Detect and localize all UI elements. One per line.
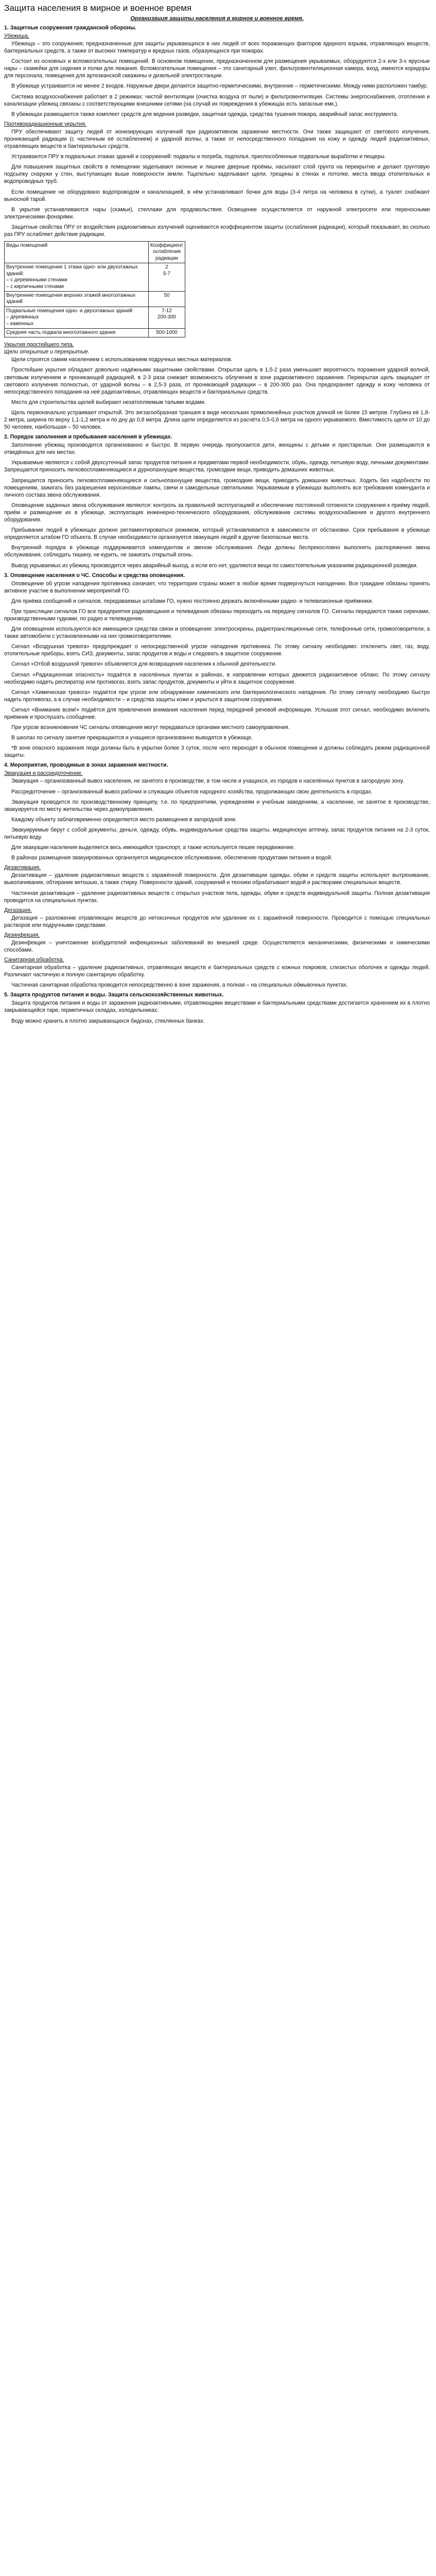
table-header-cell: Виды помещений (5, 242, 149, 263)
paragraph: Санитарная обработка – удаление радиоактивных, отравляющих веществ и бактериальных средств с кожных покровов, слизистых оболочек и одежды людей. Различают частичную и полную санитарную обработку. (4, 964, 430, 978)
paragraph: В районах размещения эвакуированных организуется медицинское обслуживание, обеспечение продуктами питания и водой. (11, 855, 333, 861)
paragraph: Сигнал «Воздушная тревога» предупреждает о непосредственной угрозе нападения противника. По этому сигналу необходимо: отключить свет, газ, воду, отопительные приборы, взять СИЗ, документы, запас продуктов и воды и следовать в защитное сооружение. (4, 643, 430, 657)
table-cell: 7-12 200-300 (148, 307, 185, 328)
subsection-heading: Эвакуация и рассредоточение. (4, 770, 83, 777)
paragraph: В укрытие устанавливаются нары (скамьи), стеллажи для продовольствия. Освещение осуществляется от наружной электросети или переносными электрическими фонарями. (4, 206, 430, 220)
paragraph: Эвакуация проводится по производственному принципу, т.е. по предприятиям, учреждениям и учебным заведениям, а население, не занятое в производстве, эвакуируется по месту жительства через домоуправления. (4, 799, 430, 812)
paragraph: Убежища – это сооружения, предназначенные для защиты укрывающихся в них людей от всех поражающих факторов ядерного взрыва, отравляющих веществ, бактериальных средств, а также от высоких температур и вредных газов, образующихся при пожарах. (4, 41, 430, 55)
table-header-row (5, 242, 185, 263)
paragraph: В убежищах размещаются также комплект средств для ведения разведки, защитная одежда, средства тушения пожара, аварийный запас инструмента. (11, 111, 398, 117)
paragraph: Дезинфекция – уничтожение возбудителей инфекционных заболеваний во внешней среде. Осуществляется механическими, физическими и химическими способами. (4, 939, 430, 953)
table-row (5, 291, 185, 307)
paragraph: Дезактивация – удаление радиоактивных веществ с заражённой поверхности. Для дезактивации одежды, обуви и средств защиты используют вытряхивание, выколачивание, обтирание ветошью, а также стирку. Поверхности зданий, сооружений и техники обрабатывают водой и растворами специальных веществ. (4, 872, 430, 886)
subsection-heading: Санитарная обработка. (4, 957, 64, 963)
paragraph: Оповещение об угрозе нападения противника означает, что территория страны может в любое время подвергнуться нападению. Все граждане обязаны принять активное участие в выполнении мероприятий ГО. (4, 580, 430, 594)
paragraph: Для приёма сообщений и сигналов, передаваемых штабами ГО, нужно постоянно держать включёнными радио- и телевизионные приёмники. (11, 598, 374, 604)
subsection-heading: Щели открытые и перекрытые. (4, 349, 90, 355)
paragraph: Вывод укрываемых из убежищ производится через аварийный выход, а если его нет, удаляются вещи по самостоятельным указаниям радиационной разведки. (11, 562, 418, 569)
paragraph: Для оповещения используются все имеющиеся средства связи и оповещения: электросирены, радиотрансляционные сети, телефонные сети, громкоговорители, а также автомобили с установленными на них громкоговорителями. (4, 626, 430, 640)
paragraph: Запрещается приносить легковоспламеняющиеся и сильнопахнущие вещества, громоздкие вещи, приводить домашних животных. Ходить без надобности по помещениям, зажигать без разрешения керосиновые лампы, свечи и самодельные светильники. Укрываемым в убежищах выполнять все требования коменданта и личного состава звена обслуживания. (4, 477, 430, 498)
paragraph: Защита продуктов питания и воды от заражения радиоактивными, отравляющими веществами и бактериальными средствами достигается хранением их в плотно закрывающейся таре, герметичных складах, холодильниках. (4, 1000, 430, 1014)
paragraph: Частичная санитарная обработка проводится непосредственно в зоне заражения, а полная – на специальных обмывочных пунктах. (11, 982, 348, 989)
paragraph: Сигнал «Химическая тревога» подаётся при угрозе или обнаружении химического или бактериологического нападения. По этому сигналу необходимо быстро надеть противогаз, а в случае необходимости – и средства защиты кожи и укрыться в защитном сооружении. (4, 689, 430, 703)
paragraph: Состоит из основных и вспомогательных помещений. В основном помещении, предназначенном для размещения укрываемых, оборудуются 2-х или 3-х ярусные нары – скамейки для сидения и полки для лежания. Вспомогательные помещения – это санитарный узел, фильтровентиляционная камера, вход, имеются коридоры для персонала, помещения для артезианской скважины и дизельной электростанции. (4, 58, 430, 79)
table-cell: 50 (148, 291, 185, 307)
paragraph: При трансляции сигналов ГО все предприятия радиовещания и телевидения обязаны переходить на передачу сигналов ГО. Сигналы передаются также сиренами, производственными гудками, по радио и телевидению. (4, 608, 430, 622)
paragraph: Щель первоначально устраивают открытой. Это зигзагообразная траншея в виде нескольких прямолинейных участков длиной не более 15 метров. Глубина её 1,8-2 метра, ширина по верху 1,1-1,2 метра и по дну до 0,8 метра. Длина щели определяется из расчёта 0,5-0,6 метра на одного укрываемого. Вместимость щели от 10 до 50 человек, наибольшая – 50 человек. (4, 409, 430, 431)
paragraph: Сигнал «Отбой воздушной тревоги» объявляется для возвращения населения к обычной деятельности. (11, 661, 277, 668)
paragraph: Пребывание людей в убежищах должно регламентироваться режимом, который устанавливается в зависимости от обстановки. Срок пребывания в убежище определяется штабом ГО объекта. В случае необходимости организуется эвакуация людей в другие безопасные места. (4, 527, 430, 541)
page-subtitle: Организация защиты населения в мирное и военное время. (130, 15, 304, 22)
subsection-heading: Дезинфекция. (4, 931, 40, 938)
subsection-heading: Убежища. (4, 33, 29, 39)
section-heading: 3. Оповещение населения о ЧС. Способы и средства оповещения. (4, 572, 185, 579)
table-cell: 2 5-7 (148, 263, 185, 292)
document-body-part2 (4, 342, 430, 1024)
paragraph: Щели строятся самим населением с использованием подручных местных материалов. (11, 357, 233, 363)
paragraph: *В зоне опасного заражения люди должны быть в укрытии более 3 суток, после чего переходят в обычное помещение и должны соблюдать режим радиационной защиты. (4, 745, 430, 759)
paragraph: Если помещение не оборудовано водопроводом и канализацией, в нём устанавливают бочки для воды (3-4 литра на человека в сутки), а туалет снабжают выносной тарой. (4, 189, 430, 202)
paragraph: Каждому объекту заблаговременно определяется место размещения в загородной зоне. (11, 816, 237, 823)
attenuation-table (4, 241, 185, 337)
paragraph: Эвакуируемые берут с собой документы, деньги, одежду, обувь, индивидуальные средства защиты, медицинскую аптечку, запас продуктов питания на 2-3 суток, питьевую воду. (4, 826, 430, 841)
paragraph: Внутренний порядок в убежище поддерживается комендантом и звеном обслуживания. Люди должны беспрекословно выполнять распоряжения звена обслуживания, соблюдать тишину, не курить, не зажигать открытый огонь. (4, 545, 430, 558)
table-row (5, 263, 185, 292)
paragraph: ПРУ обеспечивают защиту людей от ионизирующих излучений при радиоактивном заражении местности. Они также защищают от светового излучения, проникающей радиации (с частичным её ослаблением) и ударной волны, а также от непосредственного попадания на кожу и одежду людей радиоактивных, отравляющих веществ и бактериальных средств. (4, 128, 430, 150)
table-cell: Подвальные помещения одно- и двухэтажных зданий: – деревянных – каменных (5, 307, 149, 328)
paragraph: Воду можно хранить в плотно закрывающихся бидонах, стеклянных банках. (11, 1018, 205, 1024)
paragraph: Простейшие укрытия обладают довольно надёжными защитными свойствами. Открытая щель в 1,5-2 раза уменьшает вероятность поражения ударной волной, световым излучением и проникающей радиацией, в 2-3 раза снижает возможность облучения в зоне радиоактивного заражения. Перекрытая щель защищает от светового излучения полностью, от ударной волны – в 2,5-3 раза, от проникающей радиации – в 200-300 раз. Она предохраняет одежду и кожу человека от непосредственного попадания на неё радиоактивных, отравляющих веществ и бактериальных средств. (4, 367, 430, 395)
document-body-part1 (4, 25, 430, 238)
paragraph: Сигнал «Радиационная опасность» подаётся в населённых пунктах и районах, в направлении которых движется радиоактивное облако. По этому сигналу необходимо надеть респиратор или противогаз, взять запас продуктов, документы и уйти в защитное сооружение. (4, 671, 430, 685)
table-cell: Внутренние помещения 1 этажа одно- или двухэтажных зданий: – с деревянными стенами – с кирпичными стенами (5, 263, 149, 292)
section-heading: 2. Порядок заполнения и пребывания населения в убежищах. (4, 434, 172, 440)
subsection-heading: Противорадиационные укрытия. (4, 121, 87, 127)
paragraph: При угрозе возникновения ЧС сигналы оповещения могут передаваться органами местного самоуправления. (11, 724, 290, 731)
paragraph: Частичная дезактивация – удаление радиоактивных веществ с открытых участков тела, одежды, обуви и средств индивидуальной защиты. Полная дезактивация проводится на специальных пунктах. (4, 890, 430, 904)
section-heading: 1. Защитные сооружения гражданской обороны. (4, 25, 136, 31)
paragraph: В школах по сигналу занятия прекращаются и учащиеся организованно выводятся в убежище. (11, 735, 253, 741)
subsection-heading: Дезактивация. (4, 865, 41, 871)
paragraph: Устраиваются ПРУ в подвальных этажах зданий и сооружений: подвалы и погреба, подполья, приспособленные подвальные выработки и пещеры. (11, 154, 386, 160)
paragraph: Место для строительства щелей выбирают незатопляемым талыми водами. (11, 399, 206, 405)
paragraph: В убежище устраивается не менее 2 входов. Наружные двери делаются защитно-герметическими, внутренние – герметическими. Между ними расположен тамбур. (11, 83, 428, 90)
paragraph: Защитные свойства ПРУ от воздействия радиоактивных излучений оцениваются коэффициентом защиты (ослабления радиации), который показывает, во сколько раз ПРУ ослабляет действие радиации. (4, 224, 430, 238)
table-cell: 500-1000 (148, 328, 185, 337)
paragraph: Для эвакуации населения выделяется весь имеющийся транспорт, а также используется пешее передвижение. (11, 844, 295, 851)
paragraph: Сигнал «Внимание всем!» подаётся для привлечения внимания населения перед передачей речевой информации. Услышав этот сигнал, необходимо включить приёмник и прослушать сообщение. (4, 706, 430, 720)
table-cell: Средняя часть подвала многоэтажного здания (5, 328, 149, 337)
paragraph: Система воздухоснабжения работает в 2 режимах: чистой вентиляции (очистка воздуха от пыли) и фильтровентиляции. Системы энергоснабжения, отопления и канализации убежищ связаны с соответствующими внешними сетями (на случай их повреждения в убежищах есть запасные емк.). (4, 93, 430, 107)
section-heading: 5. Защита продуктов питания и воды. Защита сельскохозяйственных животных. (4, 992, 224, 998)
paragraph: Для повышения защитных свойств в помещении заделывают оконные и лишние дверные проёмы, насыпают слой грунта на перекрытие и делают грунтовую подсыпку снаружи у стен, выступающих выше поверхности земли. Тщательно заделывают щели, трещины в стенах и потолке, места ввода отопительных и водопроводных труб. (4, 164, 430, 185)
paragraph: Эвакуация – организованный вывоз населения, не занятого в производстве, в том числе и учащихся, из городов и населённых пунктов в загородную зону. (11, 778, 404, 785)
paragraph: Дегазация – разложение отравляющих веществ до нетоксичных продуктов или удаление их с заражённой поверхности. Проводится с помощью специальных растворов или подручными средствами. (4, 914, 430, 928)
paragraph: Оповещение заданных звена обслуживания являются: контроль за правильной эксплуатацией и обеспечение постоянной готовности сооружения к приёму людей, приём и размещение их в убежище, эксплуатация инженерно-технического оборудования, обслуживание системы воздухоснабжения и другого внутреннего оборудования. (4, 502, 430, 523)
paragraph: Заполнение убежищ производится организованно и быстро. В первую очередь пропускается дети, женщины с детьми и престарелые. Они размещаются в отведённых для них местах. (4, 442, 430, 456)
paragraph: Рассредоточение – организованный вывоз рабочих и служащих объектов народного хозяйства, продолжающих свою деятельность в городах. (11, 788, 373, 795)
table-row (5, 307, 185, 328)
paragraph: Укрываемые являются с собой двухсуточный запас продуктов питания и предметами первой необходимости, обувь, одежду, питьевую воду, личными документами. Запрещается приносить легковоспламеняющиеся и дурнопахнущие вещества, громоздкие вещи, приводить домашних животных. (4, 460, 430, 473)
subsection-heading: Укрытия простейшего типа. (4, 342, 74, 348)
table-header-cell: Коэффициент ослабления радиации (148, 242, 185, 263)
subsection-heading: Дегазация. (4, 907, 32, 913)
page-title: Защита населения в мирное и военное время (4, 3, 192, 13)
table-cell: Внутренние помещения верхних этажей многоэтажных зданий (5, 291, 149, 307)
section-heading: 4. Мероприятия, проводимые в зонах заражения местности. (4, 762, 168, 769)
table-row (5, 328, 185, 337)
